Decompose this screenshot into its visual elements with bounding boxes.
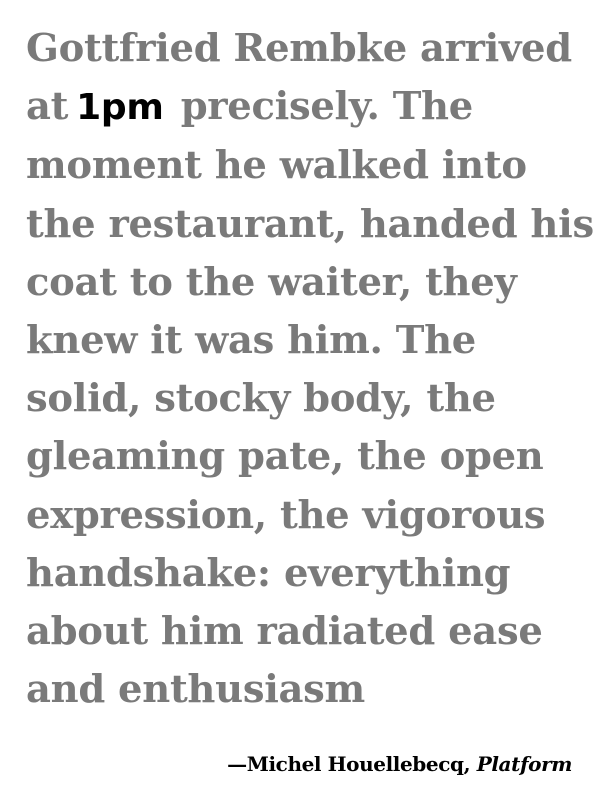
- quote-line: expression, the vigorous: [26, 492, 546, 538]
- quote-line: about him radiated ease: [26, 609, 543, 655]
- quote-line: Gottfried Rembke arrived: [26, 26, 572, 71]
- quote-line-with-highlight: [26, 78, 576, 137]
- quote-line-start: at: [26, 84, 69, 130]
- quote-text: [26, 20, 594, 719]
- quote-line: knew it was him. The: [26, 318, 476, 364]
- quote-line: the restaurant, handed his: [26, 201, 594, 247]
- attribution-author: —Michel Houellebecq,: [227, 752, 471, 776]
- quote-line: solid, stocky body, the: [26, 376, 496, 422]
- quote-line: gleaming pate, the open: [26, 434, 544, 480]
- quote-line: coat to the waiter, they: [26, 259, 517, 305]
- highlighted-time: 1pm: [76, 87, 164, 129]
- quote-line: handshake: everything: [26, 550, 511, 596]
- quote-line: moment he walked into: [26, 143, 527, 189]
- attribution: [227, 752, 572, 776]
- quote-line-end: precisely. The: [180, 84, 473, 130]
- attribution-work-title: Platform: [476, 752, 572, 776]
- quote-line: and enthusiasm: [26, 667, 365, 713]
